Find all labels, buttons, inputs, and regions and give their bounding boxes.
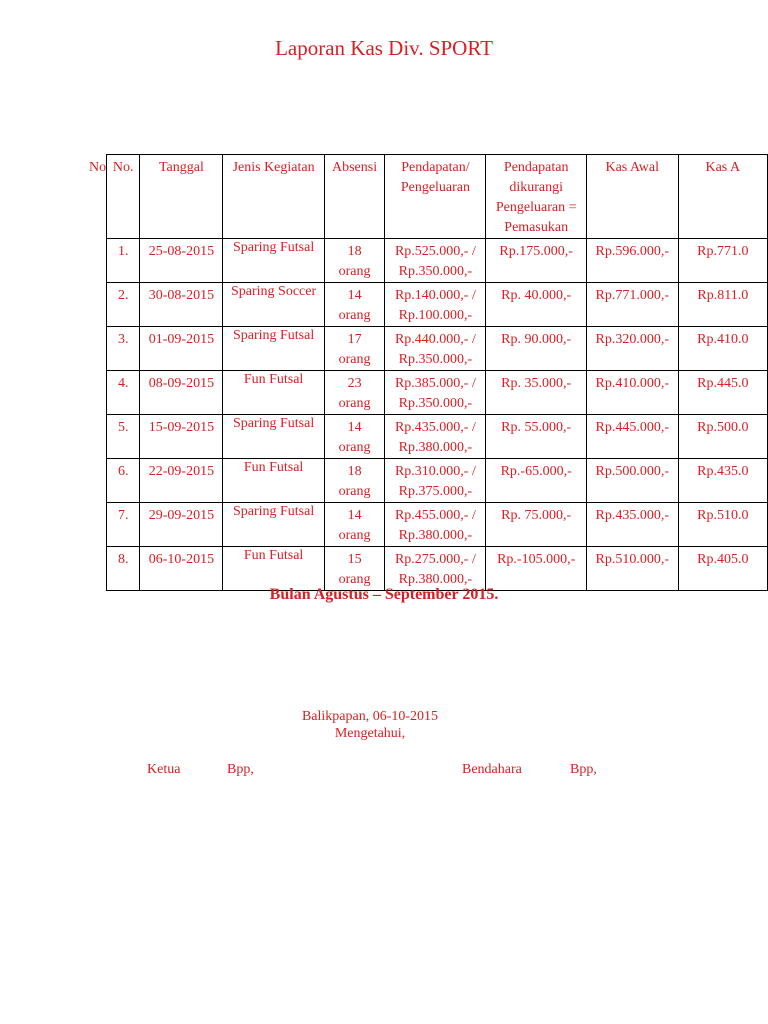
pengeluaran-value: Rp.380.000,- [398, 440, 473, 455]
cell-tanggal: 25-08-2015 [140, 239, 223, 283]
absensi-value: 17 orang [338, 332, 371, 367]
pendapatan-value: Rp.455.000,- / [394, 508, 476, 523]
cell-kegiatan: Sparing Futsal [223, 327, 324, 371]
cell-no: 1. [107, 239, 140, 283]
pendapatan-value: Rp.525.000,- / [394, 244, 476, 259]
cell-no: 7. [107, 503, 140, 547]
table-row [107, 239, 768, 283]
cell-pendapatan-pengeluaran [385, 371, 486, 415]
table-row [107, 459, 768, 503]
cell-tanggal: 22-09-2015 [140, 459, 223, 503]
header-no: No. [107, 155, 140, 239]
pendapatan-value: Rp.275.000,- / [394, 552, 476, 567]
cell-kas-akhir: Rp.771.0 [678, 239, 767, 283]
table-header-row [107, 155, 768, 239]
cell-kegiatan: Fun Futsal [223, 459, 324, 503]
header-jenis-kegiatan: Jenis Kegiatan [223, 155, 324, 239]
cell-kegiatan: Sparing Futsal [223, 503, 324, 547]
cell-no: 3. [107, 327, 140, 371]
cell-no: 5. [107, 415, 140, 459]
cell-absensi [324, 239, 385, 283]
cell-kas-akhir: Rp.510.0 [678, 503, 767, 547]
cell-no: 8. [107, 547, 140, 591]
table-row [107, 371, 768, 415]
cell-tanggal: 29-09-2015 [140, 503, 223, 547]
cell-kegiatan: Fun Futsal [223, 371, 324, 415]
place-date: Balikpapan, 06-10-2015 [301, 709, 439, 724]
cell-kas-awal: Rp.410.000,- [586, 371, 678, 415]
table-row [107, 547, 768, 591]
pendapatan-value: Rp.440.000,- / [394, 332, 476, 347]
absensi-value: 14 orang [338, 420, 371, 455]
table-row [107, 327, 768, 371]
cell-absensi [324, 371, 385, 415]
pengeluaran-value: Rp.350.000,- [398, 396, 473, 411]
cell-pendapatan-pengeluaran [385, 327, 486, 371]
cell-no: 2. [107, 283, 140, 327]
cell-pendapatan-pengeluaran [385, 503, 486, 547]
cell-pendapatan-pengeluaran [385, 283, 486, 327]
header-tanggal: Tanggal [140, 155, 223, 239]
cell-kas-awal: Rp.320.000,- [586, 327, 678, 371]
absensi-value: 18 orang [338, 464, 371, 499]
header-pemasukan: Pendapatan dikurangi Pengeluaran = Pemasukan [486, 155, 586, 239]
stray-no-label: No [89, 160, 107, 175]
acknowledged-label: Mengetahui, [334, 726, 406, 741]
pengeluaran-value: Rp.100.000,- [398, 308, 473, 323]
pendapatan-value: Rp.310.000,- / [394, 464, 476, 479]
cell-absensi [324, 415, 385, 459]
absensi-value: 18 orang [338, 244, 371, 279]
pengeluaran-value: Rp.350.000,- [398, 352, 473, 367]
cell-no: 4. [107, 371, 140, 415]
cell-tanggal: 08-09-2015 [140, 371, 223, 415]
cell-absensi [324, 503, 385, 547]
header-pendapatan-pengeluaran: Pendapatan/ Pengeluaran [385, 155, 486, 239]
cell-pendapatan-pengeluaran [385, 459, 486, 503]
cell-pendapatan-pengeluaran [385, 239, 486, 283]
place-date-block [302, 708, 438, 742]
cell-kas-akhir: Rp.410.0 [678, 327, 767, 371]
bendahara-label: Bendahara [462, 762, 522, 777]
cell-kegiatan: Sparing Futsal [223, 415, 324, 459]
cell-kas-awal: Rp.596.000,- [586, 239, 678, 283]
cell-absensi [324, 283, 385, 327]
cell-absensi [324, 459, 385, 503]
pengeluaran-value: Rp.380.000,- [398, 528, 473, 543]
cell-kas-akhir: Rp.405.0 [678, 547, 767, 591]
table-row [107, 503, 768, 547]
cell-kas-akhir: Rp.435.0 [678, 459, 767, 503]
cash-report-table [106, 154, 768, 591]
table-row [107, 415, 768, 459]
period-subtitle: Bulan Agustus – September 2015. [269, 586, 499, 603]
cell-pemasukan: Rp.-105.000,- [486, 547, 586, 591]
cell-absensi [324, 547, 385, 591]
absensi-value: 14 orang [338, 288, 371, 323]
cell-tanggal: 06-10-2015 [140, 547, 223, 591]
absensi-value: 23 orang [338, 376, 371, 411]
cell-no: 6. [107, 459, 140, 503]
pendapatan-value: Rp.435.000,- / [394, 420, 476, 435]
pendapatan-value: Rp.385.000,- / [394, 376, 476, 391]
cell-tanggal: 15-09-2015 [140, 415, 223, 459]
pengeluaran-value: Rp.380.000,- [398, 572, 473, 587]
cell-pemasukan: Rp. 90.000,- [486, 327, 586, 371]
pendapatan-value: Rp.140.000,- / [394, 288, 476, 303]
pengeluaran-value: Rp.350.000,- [398, 264, 473, 279]
cell-pendapatan-pengeluaran [385, 547, 486, 591]
pengeluaran-value: Rp.375.000,- [398, 484, 473, 499]
cell-kas-akhir: Rp.445.0 [678, 371, 767, 415]
cell-absensi [324, 327, 385, 371]
cell-kegiatan: Sparing Soccer [223, 283, 324, 327]
cell-tanggal: 01-09-2015 [140, 327, 223, 371]
document-title: Laporan Kas Div. SPORT [275, 36, 493, 60]
cell-pemasukan: Rp. 75.000,- [486, 503, 586, 547]
cell-kas-awal: Rp.445.000,- [586, 415, 678, 459]
header-kas-akhir: Kas A [678, 155, 767, 239]
cell-kas-awal: Rp.771.000,- [586, 283, 678, 327]
header-kas-awal: Kas Awal [586, 155, 678, 239]
cell-kas-akhir: Rp.500.0 [678, 415, 767, 459]
bendahara-bpp: Bpp, [570, 762, 597, 777]
cell-pemasukan: Rp. 35.000,- [486, 371, 586, 415]
cell-pemasukan: Rp.175.000,- [486, 239, 586, 283]
cell-kas-awal: Rp.510.000,- [586, 547, 678, 591]
cell-pemasukan: Rp. 55.000,- [486, 415, 586, 459]
cell-pemasukan: Rp.-65.000,- [486, 459, 586, 503]
cell-kas-awal: Rp.500.000,- [586, 459, 678, 503]
cell-kegiatan: Sparing Futsal [223, 239, 324, 283]
ketua-label: Ketua [147, 762, 181, 777]
cell-kas-akhir: Rp.811.0 [678, 283, 767, 327]
cell-kas-awal: Rp.435.000,- [586, 503, 678, 547]
cell-pemasukan: Rp. 40.000,- [486, 283, 586, 327]
table-row [107, 283, 768, 327]
absensi-value: 15 orang [338, 552, 371, 587]
cell-pendapatan-pengeluaran [385, 415, 486, 459]
cell-kegiatan: Fun Futsal [223, 547, 324, 591]
absensi-value: 14 orang [338, 508, 371, 543]
ketua-bpp: Bpp, [227, 762, 254, 777]
cell-tanggal: 30-08-2015 [140, 283, 223, 327]
header-absensi: Absensi [324, 155, 385, 239]
